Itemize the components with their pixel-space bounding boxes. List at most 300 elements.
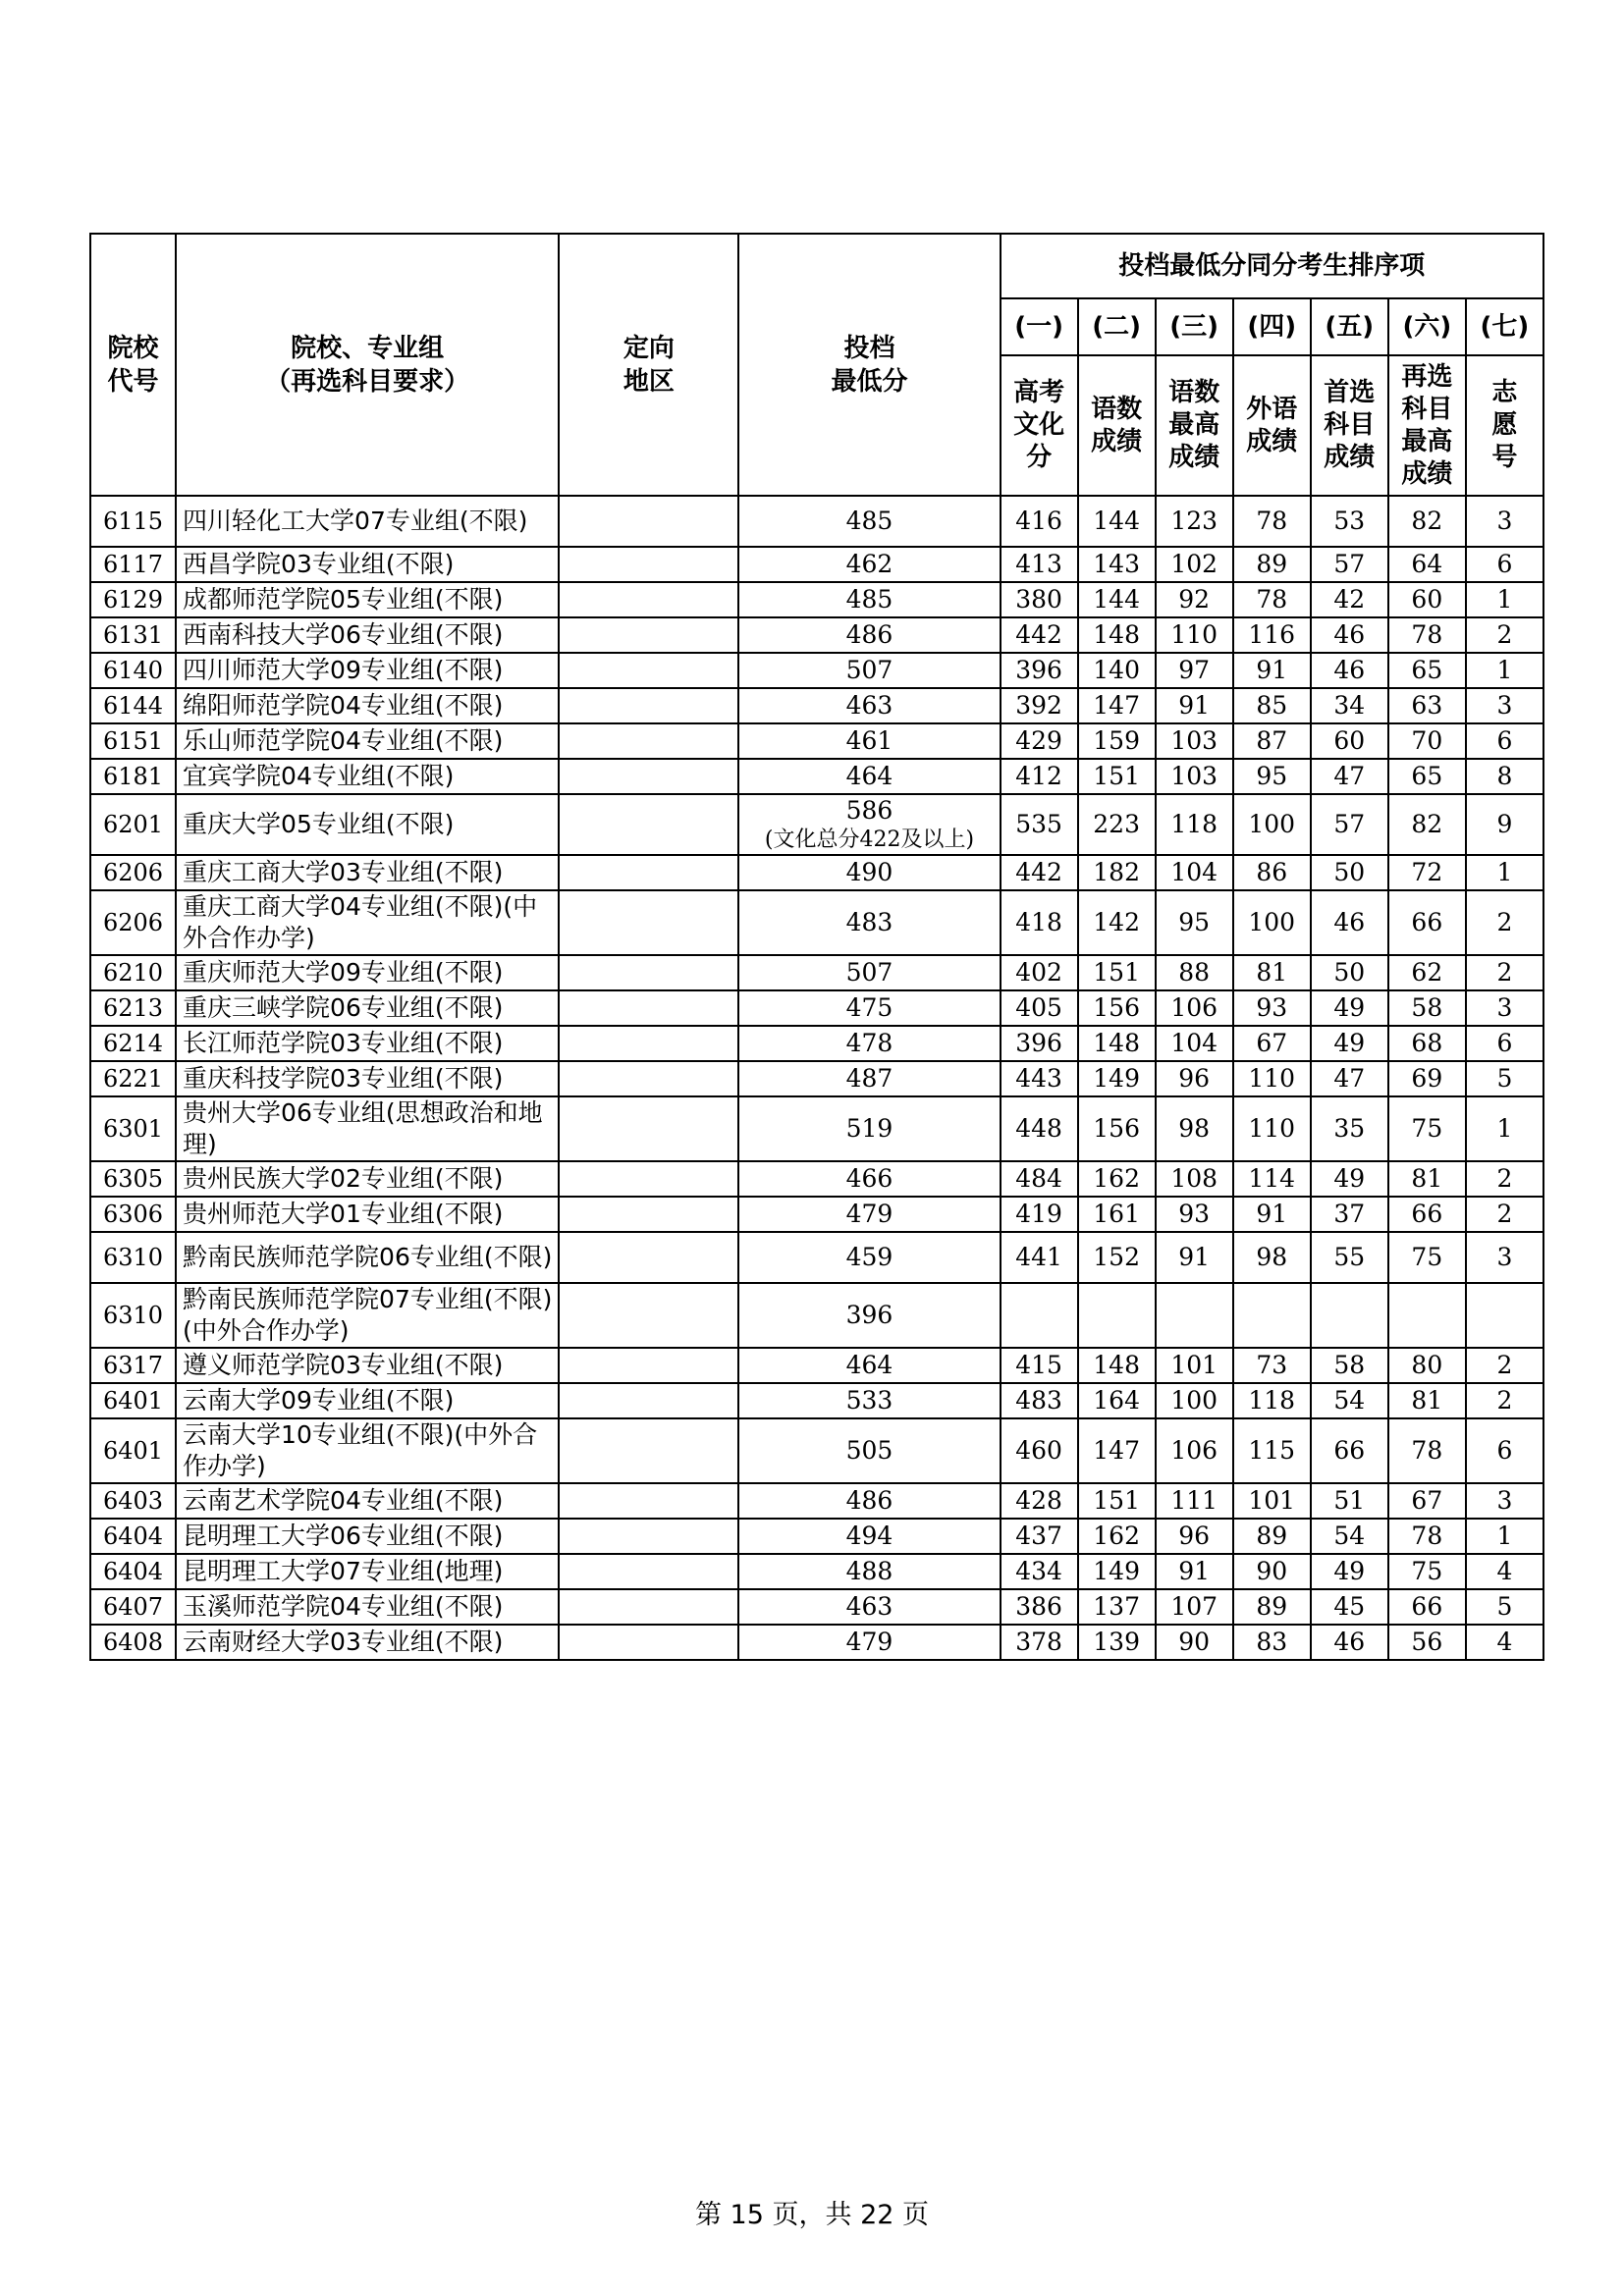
table-row [90,1232,1543,1283]
cell-sort-value-5: 47 [1311,1061,1388,1096]
cell-min-score-value: 464 [845,762,893,790]
cell-target-region [559,1418,738,1483]
cell-school-code: 6214 [90,1026,176,1061]
header-sort-number-5: (五) [1311,298,1388,355]
header-school-group [176,234,559,496]
table-row [90,794,1543,855]
table-row [90,1625,1543,1660]
cell-min-score-value: 586 [845,796,893,825]
cell-sort-value-2: 140 [1078,653,1156,688]
cell-target-region [559,1061,738,1096]
table-row [90,1483,1543,1519]
header-school-code [90,234,176,496]
cell-sort-value-2: 223 [1078,794,1156,855]
cell-sort-value-2: 164 [1078,1383,1156,1418]
cell-sort-value-4: 67 [1233,1026,1311,1061]
cell-min-score [738,1061,1000,1096]
cell-school-code: 6404 [90,1519,176,1554]
cell-school-code: 6210 [90,955,176,990]
cell-sort-value-2: 144 [1078,582,1156,617]
cell-sort-value-4: 100 [1233,794,1311,855]
header-sort-label-6 [1388,355,1466,496]
cell-school-group: 绵阳师范学院04专业组(不限) [176,688,559,723]
cell-sort-value-4: 87 [1233,723,1311,759]
admission-score-table [89,233,1544,1661]
cell-target-region [559,990,738,1026]
table-row [90,955,1543,990]
cell-min-score-value: 490 [845,858,893,886]
cell-school-code: 6301 [90,1096,176,1161]
cell-sort-value-4: 95 [1233,759,1311,794]
header-sort-label-3-line-2: 最高 [1168,410,1220,440]
cell-sort-value-4: 115 [1233,1418,1311,1483]
cell-sort-value-7: 2 [1466,955,1543,990]
header-sort-label-2-line-2: 成绩 [1091,426,1143,456]
cell-sort-value-5: 49 [1311,1161,1388,1197]
cell-sort-value-7: 4 [1466,1625,1543,1660]
cell-sort-value-4 [1233,1283,1311,1348]
cell-sort-value-5: 66 [1311,1418,1388,1483]
cell-sort-value-5: 49 [1311,1554,1388,1589]
cell-school-group: 重庆工商大学03专业组(不限) [176,855,559,890]
cell-sort-value-5: 34 [1311,688,1388,723]
cell-sort-value-1: 428 [1001,1483,1078,1519]
cell-sort-value-6: 65 [1388,653,1466,688]
header-sort-title: 投档最低分同分考生排序项 [1001,234,1543,298]
cell-sort-value-7: 1 [1466,1519,1543,1554]
cell-sort-value-2: 156 [1078,1096,1156,1161]
cell-min-score [738,723,1000,759]
cell-sort-value-3: 91 [1156,1554,1233,1589]
cell-school-group: 重庆大学05专业组(不限) [176,794,559,855]
cell-school-code: 6401 [90,1418,176,1483]
header-sort-label-3 [1156,355,1233,496]
cell-sort-value-6: 63 [1388,688,1466,723]
cell-target-region [559,1197,738,1232]
cell-sort-value-7 [1466,1283,1543,1348]
cell-sort-value-6: 81 [1388,1161,1466,1197]
cell-sort-value-1: 402 [1001,955,1078,990]
cell-school-code: 6408 [90,1625,176,1660]
cell-sort-value-2: 161 [1078,1197,1156,1232]
cell-target-region [559,1519,738,1554]
cell-school-code: 6206 [90,855,176,890]
cell-min-score-value: 519 [845,1114,893,1143]
cell-sort-value-1: 483 [1001,1383,1078,1418]
table-row [90,547,1543,582]
cell-sort-value-6: 60 [1388,582,1466,617]
cell-school-code: 6403 [90,1483,176,1519]
header-sort-number-2: (二) [1078,298,1156,355]
cell-target-region [559,1161,738,1197]
cell-target-region [559,794,738,855]
cell-sort-value-7: 2 [1466,1383,1543,1418]
cell-min-score [738,1519,1000,1554]
table-row [90,1161,1543,1197]
header-sort-label-2 [1078,355,1156,496]
cell-school-code: 6117 [90,547,176,582]
cell-sort-value-1: 443 [1001,1061,1078,1096]
table-row [90,1418,1543,1483]
cell-sort-value-4: 89 [1233,1519,1311,1554]
header-sort-label-7 [1466,355,1543,496]
cell-school-code: 6131 [90,617,176,653]
cell-sort-value-6: 66 [1388,890,1466,955]
cell-sort-value-1: 380 [1001,582,1078,617]
cell-sort-value-5: 46 [1311,890,1388,955]
cell-sort-value-2: 151 [1078,759,1156,794]
cell-target-region [559,1589,738,1625]
cell-sort-value-6: 58 [1388,990,1466,1026]
cell-sort-value-2: 149 [1078,1554,1156,1589]
cell-sort-value-5: 60 [1311,723,1388,759]
cell-sort-value-5: 54 [1311,1519,1388,1554]
cell-sort-value-7: 3 [1466,688,1543,723]
cell-sort-value-4: 85 [1233,688,1311,723]
cell-sort-value-7: 1 [1466,1096,1543,1161]
cell-sort-value-1: 448 [1001,1096,1078,1161]
cell-sort-value-3: 104 [1156,1026,1233,1061]
cell-min-score [738,1554,1000,1589]
table-row [90,1589,1543,1625]
cell-school-group: 昆明理工大学07专业组(地理) [176,1554,559,1589]
cell-school-code: 6221 [90,1061,176,1096]
cell-sort-value-1: 434 [1001,1554,1078,1589]
header-min-score [738,234,1000,496]
cell-sort-value-1: 396 [1001,1026,1078,1061]
cell-sort-value-7: 2 [1466,617,1543,653]
cell-school-code: 6310 [90,1283,176,1348]
header-sort-number-6: (六) [1388,298,1466,355]
cell-sort-value-6: 70 [1388,723,1466,759]
cell-sort-value-4: 100 [1233,890,1311,955]
cell-sort-value-6: 64 [1388,547,1466,582]
cell-sort-value-7: 3 [1466,990,1543,1026]
cell-min-score-value: 488 [845,1557,893,1585]
cell-sort-value-7: 5 [1466,1061,1543,1096]
cell-min-score [738,1161,1000,1197]
cell-school-group: 黔南民族师范学院07专业组(不限)(中外合作办学) [176,1283,559,1348]
cell-sort-value-2: 182 [1078,855,1156,890]
cell-sort-value-7: 9 [1466,794,1543,855]
cell-sort-value-3: 96 [1156,1519,1233,1554]
cell-min-score-value: 505 [845,1436,893,1465]
cell-min-score-value: 463 [845,691,893,720]
cell-sort-value-5: 53 [1311,496,1388,547]
cell-target-region [559,653,738,688]
cell-sort-value-1: 415 [1001,1348,1078,1383]
cell-sort-value-5: 57 [1311,547,1388,582]
table-row [90,890,1543,955]
cell-sort-value-5: 58 [1311,1348,1388,1383]
cell-sort-value-4: 90 [1233,1554,1311,1589]
cell-school-code: 6401 [90,1383,176,1418]
cell-sort-value-2: 147 [1078,1418,1156,1483]
cell-min-score-value: 494 [845,1522,893,1550]
header-sort-label-6-line-4: 成绩 [1401,458,1453,489]
cell-sort-value-6: 62 [1388,955,1466,990]
cell-sort-value-6: 78 [1388,617,1466,653]
table-row [90,855,1543,890]
cell-sort-value-5: 47 [1311,759,1388,794]
cell-sort-value-3: 98 [1156,1096,1233,1161]
header-sort-label-6-line-3: 最高 [1401,426,1453,456]
cell-school-group: 重庆三峡学院06专业组(不限) [176,990,559,1026]
cell-sort-value-3: 103 [1156,759,1233,794]
cell-sort-value-6: 65 [1388,759,1466,794]
cell-sort-value-3: 92 [1156,582,1233,617]
cell-target-region [559,1554,738,1589]
cell-sort-value-5: 57 [1311,794,1388,855]
cell-min-score [738,688,1000,723]
cell-school-code: 6213 [90,990,176,1026]
cell-sort-value-1: 419 [1001,1197,1078,1232]
cell-min-score [738,1197,1000,1232]
cell-sort-value-1: 437 [1001,1519,1078,1554]
cell-sort-value-4: 91 [1233,653,1311,688]
header-school-code-line1: 院校 [107,333,159,363]
cell-sort-value-1: 392 [1001,688,1078,723]
header-sort-number-7: (七) [1466,298,1543,355]
cell-sort-value-3: 106 [1156,990,1233,1026]
cell-target-region [559,1232,738,1283]
cell-sort-value-6: 75 [1388,1232,1466,1283]
cell-school-group: 云南大学09专业组(不限) [176,1383,559,1418]
cell-school-group: 云南艺术学院04专业组(不限) [176,1483,559,1519]
cell-sort-value-2: 144 [1078,496,1156,547]
cell-sort-value-2: 143 [1078,547,1156,582]
cell-sort-value-1: 405 [1001,990,1078,1026]
cell-sort-value-3: 88 [1156,955,1233,990]
cell-min-score-value: 507 [845,656,893,684]
cell-min-score-value: 487 [845,1064,893,1093]
cell-min-score-value: 461 [845,726,893,755]
cell-sort-value-5: 45 [1311,1589,1388,1625]
cell-min-score-value: 486 [845,620,893,649]
cell-min-score-value: 479 [845,1200,893,1228]
cell-school-group: 云南大学10专业组(不限)(中外合作办学) [176,1418,559,1483]
cell-sort-value-2: 151 [1078,1483,1156,1519]
header-sort-label-3-line-3: 成绩 [1168,443,1220,472]
cell-sort-value-1: 418 [1001,890,1078,955]
header-sort-label-4 [1233,355,1311,496]
cell-sort-value-4: 86 [1233,855,1311,890]
cell-min-score [738,1483,1000,1519]
cell-school-code: 6317 [90,1348,176,1383]
cell-target-region [559,547,738,582]
cell-sort-value-3 [1156,1283,1233,1348]
cell-min-score [738,1625,1000,1660]
cell-min-score-value: 396 [845,1301,893,1329]
cell-sort-value-2: 156 [1078,990,1156,1026]
header-sort-label-6-line-2: 科目 [1401,394,1453,424]
cell-school-group: 黔南民族师范学院06专业组(不限) [176,1232,559,1283]
cell-target-region [559,759,738,794]
cell-sort-value-6: 78 [1388,1418,1466,1483]
header-sort-number-3: (三) [1156,298,1233,355]
cell-sort-value-5: 46 [1311,1625,1388,1660]
table-row [90,1197,1543,1232]
table-row [90,1061,1543,1096]
admission-table-container [89,233,1544,1661]
cell-sort-value-3: 93 [1156,1197,1233,1232]
cell-min-score-value: 485 [845,507,893,535]
cell-min-score [738,547,1000,582]
cell-school-code: 6310 [90,1232,176,1283]
cell-target-region [559,723,738,759]
cell-sort-value-4: 73 [1233,1348,1311,1383]
cell-min-score-value: 463 [845,1592,893,1621]
header-sort-label-7-line-3: 号 [1491,443,1518,472]
cell-min-score [738,617,1000,653]
cell-school-group: 四川师范大学09专业组(不限) [176,653,559,688]
cell-sort-value-5: 37 [1311,1197,1388,1232]
cell-sort-value-4: 116 [1233,617,1311,653]
cell-sort-value-5: 50 [1311,955,1388,990]
cell-sort-value-3: 90 [1156,1625,1233,1660]
cell-sort-value-1: 416 [1001,496,1078,547]
cell-school-group: 玉溪师范学院04专业组(不限) [176,1589,559,1625]
table-row [90,688,1543,723]
cell-target-region [559,582,738,617]
cell-min-score [738,855,1000,890]
cell-sort-value-2: 159 [1078,723,1156,759]
cell-sort-value-1: 412 [1001,759,1078,794]
cell-target-region [559,617,738,653]
cell-school-group: 重庆师范大学09专业组(不限) [176,955,559,990]
cell-target-region [559,1483,738,1519]
cell-min-score [738,1232,1000,1283]
cell-school-group: 重庆工商大学04专业组(不限)(中外合作办学) [176,890,559,955]
cell-target-region [559,1283,738,1348]
cell-sort-value-6: 78 [1388,1519,1466,1554]
cell-min-score-value: 459 [845,1243,893,1271]
cell-sort-value-6: 69 [1388,1061,1466,1096]
cell-sort-value-7: 2 [1466,1161,1543,1197]
cell-min-score-value: 486 [845,1486,893,1515]
cell-sort-value-2: 162 [1078,1161,1156,1197]
cell-sort-value-2: 148 [1078,1026,1156,1061]
cell-school-code: 6115 [90,496,176,547]
cell-sort-value-2: 148 [1078,617,1156,653]
header-target-region-line1: 定向 [623,333,675,363]
cell-sort-value-7: 8 [1466,759,1543,794]
cell-school-group: 重庆科技学院03专业组(不限) [176,1061,559,1096]
cell-school-group: 云南财经大学03专业组(不限) [176,1625,559,1660]
table-row [90,1348,1543,1383]
cell-sort-value-5: 51 [1311,1483,1388,1519]
cell-school-code: 6129 [90,582,176,617]
cell-target-region [559,955,738,990]
cell-sort-value-7: 5 [1466,1589,1543,1625]
cell-target-region [559,1096,738,1161]
cell-target-region [559,1625,738,1660]
cell-sort-value-7: 1 [1466,582,1543,617]
cell-sort-value-6: 80 [1388,1348,1466,1383]
cell-sort-value-7: 2 [1466,1348,1543,1383]
header-sort-number-1: (一) [1001,298,1078,355]
header-school-group-line2: （再选科目要求） [265,366,470,397]
header-sort-label-7-line-2: 愿 [1491,410,1518,440]
cell-sort-value-6: 82 [1388,794,1466,855]
cell-sort-value-6: 68 [1388,1026,1466,1061]
cell-min-score [738,653,1000,688]
header-sort-label-5-line-1: 首选 [1324,378,1376,407]
cell-sort-value-3: 101 [1156,1348,1233,1383]
cell-sort-value-3: 91 [1156,1232,1233,1283]
cell-sort-value-6 [1388,1283,1466,1348]
table-row [90,759,1543,794]
header-sort-label-3-line-1: 语数 [1168,378,1220,407]
cell-min-score-value: 479 [845,1628,893,1656]
cell-school-group: 贵州民族大学02专业组(不限) [176,1161,559,1197]
cell-min-score-note: (文化总分422及以上) [764,828,975,852]
cell-school-code: 6206 [90,890,176,955]
cell-min-score [738,1418,1000,1483]
cell-sort-value-6: 67 [1388,1483,1466,1519]
cell-min-score [738,1096,1000,1161]
cell-sort-value-7: 2 [1466,1197,1543,1232]
cell-sort-value-2: 137 [1078,1589,1156,1625]
table-row [90,990,1543,1026]
cell-sort-value-3: 104 [1156,855,1233,890]
cell-school-code: 6151 [90,723,176,759]
cell-sort-value-5: 35 [1311,1096,1388,1161]
cell-sort-value-6: 82 [1388,496,1466,547]
cell-sort-value-2: 147 [1078,688,1156,723]
header-sort-label-5 [1311,355,1388,496]
table-row [90,582,1543,617]
cell-school-group: 遵义师范学院03专业组(不限) [176,1348,559,1383]
cell-sort-value-7: 6 [1466,723,1543,759]
cell-sort-value-1 [1001,1283,1078,1348]
cell-sort-value-4: 114 [1233,1161,1311,1197]
cell-school-group: 贵州师范大学01专业组(不限) [176,1197,559,1232]
cell-school-group: 长江师范学院03专业组(不限) [176,1026,559,1061]
header-sort-label-1-line-3: 分 [1026,443,1053,472]
cell-sort-value-7: 6 [1466,1026,1543,1061]
cell-min-score-value: 475 [845,993,893,1022]
cell-sort-value-4: 89 [1233,1589,1311,1625]
cell-sort-value-2: 142 [1078,890,1156,955]
cell-sort-value-3: 95 [1156,890,1233,955]
header-school-code-line2: 代号 [107,366,159,397]
cell-min-score [738,1026,1000,1061]
cell-sort-value-7: 4 [1466,1554,1543,1589]
cell-school-code: 6201 [90,794,176,855]
cell-sort-value-6: 72 [1388,855,1466,890]
table-body [90,496,1543,1660]
cell-sort-value-4: 83 [1233,1625,1311,1660]
cell-sort-value-3: 91 [1156,688,1233,723]
cell-sort-value-1: 378 [1001,1625,1078,1660]
cell-sort-value-6: 81 [1388,1383,1466,1418]
cell-sort-value-2: 139 [1078,1625,1156,1660]
header-min-score-line2: 最低分 [831,366,908,397]
cell-sort-value-4: 91 [1233,1197,1311,1232]
cell-sort-value-3: 110 [1156,617,1233,653]
header-sort-label-2-line-1: 语数 [1091,394,1143,424]
cell-min-score-value: 533 [845,1386,893,1415]
cell-sort-value-6: 75 [1388,1096,1466,1161]
cell-sort-value-2: 162 [1078,1519,1156,1554]
cell-sort-value-7: 1 [1466,653,1543,688]
cell-min-score [738,794,1000,855]
cell-sort-value-3: 108 [1156,1161,1233,1197]
cell-sort-value-3: 107 [1156,1589,1233,1625]
cell-min-score-value: 485 [845,585,893,614]
header-sort-label-5-line-2: 科目 [1324,410,1376,440]
